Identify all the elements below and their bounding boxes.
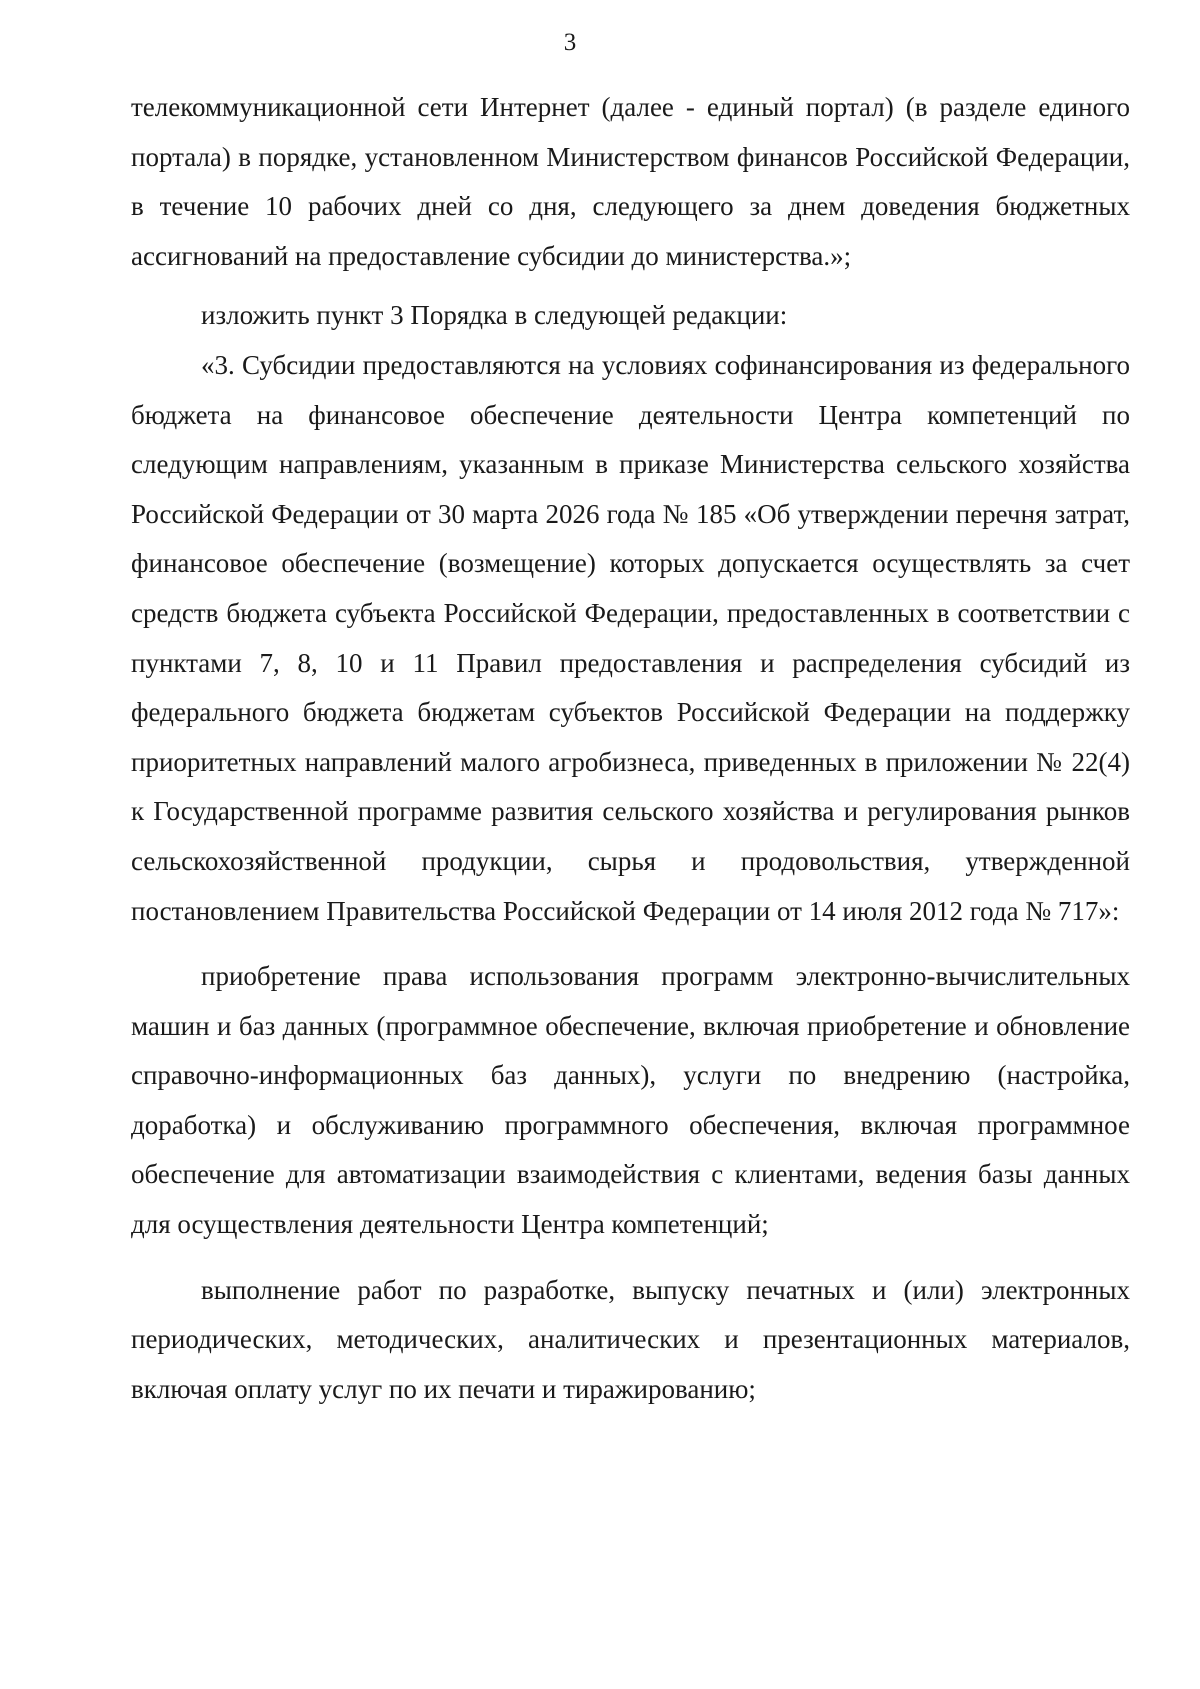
paragraph-software: приобретение права использования программ электронно-вычислительных машин и баз данных (программное обеспечение, включая приобретение и обновление справочно-информационных баз данных), услуги по внедрению (настройка, доработка) и обслуживанию программного обеспечения, включая программное обеспечение для автоматизации взаимодействия с клиентами, ведения базы данных для осуществления деятельности Центра компетенций; — [131, 961, 1130, 1240]
paragraph-continuation: телекоммуникационной сети Интернет (далее - единый портал) (в разделе единого портала) в порядке, установленном Министерством финансов Российской Федерации, в течение 10 рабочих дней со дня, следующего за днем доведения бюджетных ассигнований на предоставление субсидии до министерства.»; — [131, 92, 1130, 271]
paragraph-clause-3: «3. Субсидии предоставляются на условиях софинансирования из федерального бюджета на финансовое обеспечение деятельности Центра компетенций по следующим направлениям, указанным в приказе Министерства сельского хозяйства Российской Федерации от 30 марта 2026 года № 185 «Об утверждении перечня затрат, финансовое обеспечение (возмещение) которых допускается осуществлять за счет средств бюджета субъекта Российской Федерации, предоставленных в соответствии с пунктами 7, 8, 10 и 11 Правил предоставления и распределения субсидий из федерального бюджета бюджетам субъектов Российской Федерации на поддержку приоритетных направлений малого агробизнеса, приведенных в приложении № 22(4) к Государственной программе развития сельского хозяйства и регулирования рынков сельскохозяйственной продукции, сырья и продовольствия, утвержденной постановлением Правительства Российской Федерации от 14 июля 2012 года № 717»: — [131, 349, 1130, 926]
page-number: 3 — [563, 29, 577, 56]
document-body — [131, 83, 1130, 1414]
paragraph-amend-instruction: изложить пункт 3 Порядка в следующей редакции: — [201, 300, 788, 331]
paragraph-materials: выполнение работ по разработке, выпуску печатных и (или) электронных периодических, методических, аналитических и презентационных материалов, включая оплату услуг по их печати и тиражированию; — [131, 1274, 1130, 1404]
